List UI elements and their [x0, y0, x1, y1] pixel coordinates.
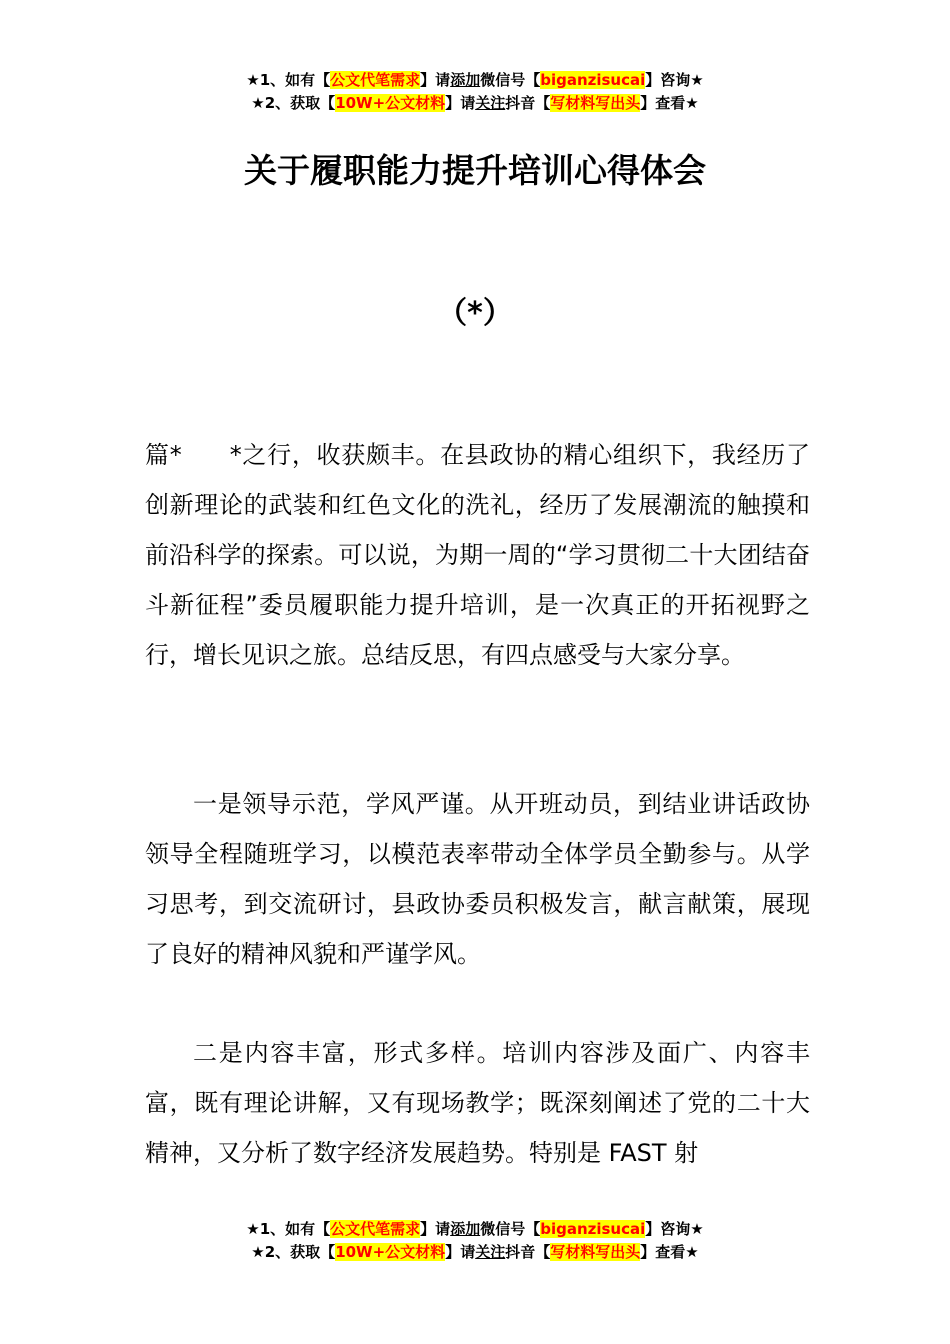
- promo-underlined: 关注: [475, 1243, 506, 1261]
- promo-text: 】请: [420, 71, 451, 89]
- promo-text: ★1、如有【: [246, 1220, 331, 1238]
- promo-text: 抖音【: [505, 94, 551, 112]
- footer-promo: [0, 1218, 950, 1264]
- footer-promo-line-1: [0, 1218, 950, 1241]
- promo-text: ★2、获取【: [251, 1243, 336, 1261]
- promo-underlined: 添加: [450, 71, 481, 89]
- promo-underlined: 添加: [450, 1220, 481, 1238]
- promo-highlight: 公文代笔需求: [330, 1220, 421, 1238]
- promo-highlight: 10W+公文材料: [335, 1243, 446, 1261]
- promo-text: 】请: [445, 1243, 476, 1261]
- footer-promo-line-2: [0, 1241, 950, 1264]
- promo-wechat-id: biganzisucai: [540, 1220, 646, 1238]
- header-promo-line-1: [0, 69, 950, 92]
- document-title: 关于履职能力提升培训心得体会: [244, 151, 706, 190]
- paragraph-intro: [145, 430, 810, 680]
- promo-text: ★1、如有【: [246, 71, 331, 89]
- promo-text: 】请: [420, 1220, 451, 1238]
- promo-text: 微信号【: [480, 71, 541, 89]
- header-promo: [0, 69, 950, 115]
- header-promo-line-2: [0, 92, 950, 115]
- paragraph-intro-lead: 篇*: [145, 441, 182, 469]
- promo-text: 】查看★: [640, 1243, 699, 1261]
- promo-text: 】查看★: [640, 94, 699, 112]
- paragraph-point-one: 一是领导示范，学风严谨。从开班动员，到结业讲话政协领导全程随班学习，以模范表率带动全体学员全勤参与。从学习思考，到交流研讨，县政协委员积极发言，献言献策，展现了良好的精神风貌和严谨学风。: [145, 790, 810, 968]
- document-subtitle: （*）: [437, 296, 513, 331]
- promo-text: 】咨询★: [645, 1220, 704, 1238]
- promo-text: 微信号【: [480, 1220, 541, 1238]
- promo-wechat-id: biganzisucai: [540, 71, 646, 89]
- paragraph-point-two: 二是内容丰富，形式多样。培训内容涉及面广、内容丰富，既有理论讲解，又有现场教学；既深刻阐述了党的二十大精神，又分析了数字经济发展趋势。特别是 FAST 射: [145, 1039, 810, 1167]
- promo-text: 】咨询★: [645, 71, 704, 89]
- promo-text: 】请: [445, 94, 476, 112]
- paragraph-intro-rest: *之行，收获颇丰。在县政协的精心组织下，我经历了创新理论的武装和红色文化的洗礼，经历了发展潮流的触摸和前沿科学的探索。可以说，为期一周的“学习贯彻二十大团结奋斗新征程”委员履职能力提升培训，是一次真正的开拓视野之行，增长见识之旅。总结反思，有四点感受与大家分享。: [145, 441, 811, 669]
- promo-text: 抖音【: [505, 1243, 551, 1261]
- promo-highlight: 公文代笔需求: [330, 71, 421, 89]
- promo-text: ★2、获取【: [251, 94, 336, 112]
- promo-underlined: 关注: [475, 94, 506, 112]
- promo-douyin-id: 写材料写出头: [550, 94, 641, 112]
- promo-douyin-id: 写材料写出头: [550, 1243, 641, 1261]
- promo-highlight: 10W+公文材料: [335, 94, 446, 112]
